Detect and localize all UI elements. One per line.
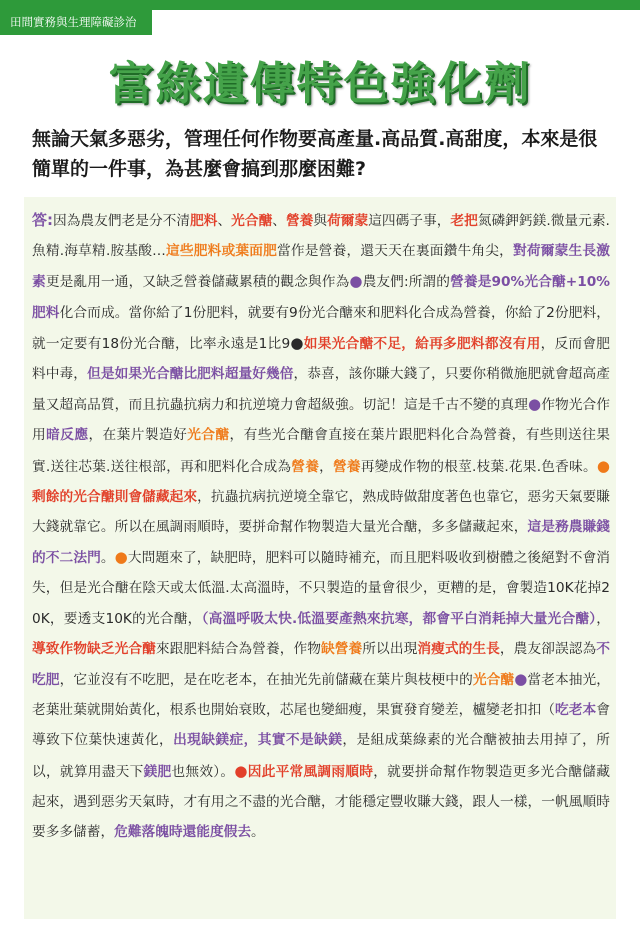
highlight-purple: 對荷爾蒙生長激素: [32, 243, 610, 291]
answer-text: ，抗蟲抗病抗逆境全靠它，熟成時做甜度著色也靠它，惡劣天氣要賺大錢就靠它。所以在風調雨順時，要拼命幫作物製造大量光合醣，多多儲藏起來，: [32, 488, 610, 536]
highlight-orange: 缺營養: [321, 640, 363, 657]
highlight-orange: 營養: [333, 458, 361, 475]
answer-text: 這四碼子事，: [368, 213, 451, 229]
highlight-orange: 光合醣: [472, 672, 515, 689]
bullet-dot: ●: [349, 272, 363, 291]
highlight-orange: 這些肥料或葉面肥: [165, 243, 278, 260]
highlight-purple: 吃老本: [554, 702, 597, 719]
highlight-red: 如果光合醣不足，給再多肥料都沒有用: [303, 335, 541, 352]
answer-text: ，農友卻誤認為: [499, 640, 597, 657]
highlight-red: 消瘦式的生長: [417, 640, 500, 657]
highlight-red: 荷爾蒙: [327, 213, 369, 229]
answer-text: 來跟肥料結合為營養，作物: [155, 640, 321, 657]
answer-text: ，在葉片製造好: [88, 427, 188, 444]
highlight-purple: 營養是90%光合醣+10%肥料: [32, 274, 610, 321]
bullet-dot: ●: [596, 456, 610, 475]
highlight-purple: 暗反應: [46, 427, 89, 444]
bullet-dot: ●: [528, 395, 542, 414]
highlight-red: 肥料: [190, 213, 218, 229]
answer-text: ，是組成葉綠素的光合醣被抽去用掉了，所以，就算用盡天下: [32, 732, 610, 780]
answer-text: 氮磷鉀鈣鎂.微量元素.魚精.海草精.胺基酸…: [32, 213, 610, 260]
answer-text: 再變成作物的根莖.枝葉.花果.色香味。: [360, 458, 597, 475]
answer-text: 化合而成。當你給了1份肥料，就要有9份光合醣來和肥料化合成為營養，你給了2份肥料，就一定要有18份光合醣，比率永遠是1比9: [32, 304, 610, 352]
answer-text: 。: [100, 550, 115, 567]
answer-text: 所以出現: [362, 640, 418, 657]
answer-text: ，: [596, 610, 610, 627]
answer-text: ，反而會肥料中毒，: [32, 335, 610, 383]
highlight-purple: 但是如果光合醣比肥料超量好幾倍: [87, 366, 294, 383]
answer-text: 與: [313, 213, 328, 229]
highlight-purple: 這是務農賺錢的不二法門: [32, 519, 610, 567]
answer-text: 當老本抽光，老葉壯葉就開始黃化，根系也開始衰敗，芯尾也變細瘦，果實發育變差，櫨變老扣扣（: [32, 672, 610, 719]
answer-text: 作物光合作用: [32, 397, 610, 444]
answer-text: 、: [272, 213, 286, 229]
highlight-orange: 光合醣: [187, 427, 230, 444]
highlight-red: 導致作物缺乏光合醣: [32, 640, 156, 657]
answer-text: ，就要拼命幫作物製造更多光合醣儲藏起來，遇到惡劣天氣時，才有用之不盡的光合醣，才能穩定豐收賺大錢，跟人一樣，一帆風順時要多多儲蓄，: [32, 763, 610, 841]
bullet-dot: ●: [234, 761, 248, 780]
answer-text: 也無效）。: [171, 763, 235, 780]
highlight-purple: 出現缺鎂症，其實不是缺鎂: [173, 732, 343, 749]
highlight-red: 因此平常風調雨順時: [247, 763, 374, 780]
question-text: 無論天氣多惡劣，管理任何作物要高產量.高品質.高甜度，本來是很簡單的一件事，為甚麼會搞到那麼困難?: [32, 128, 598, 180]
highlight-purple: 不吃肥: [32, 640, 610, 689]
top-green-bar: [0, 0, 640, 10]
article-title: 富綠遺傳特色強化劑: [108, 57, 532, 110]
highlight-purple: 危難落魄時還能度假去: [114, 824, 252, 841]
highlight-red: 營養: [285, 213, 314, 229]
bullet-dot: ●: [290, 333, 304, 352]
answer-text: ，有些光合醣會直接在葉片跟肥料化合為營養，有些則送往果實.送往芯葉.送往根部，再和肥料化合成為: [32, 427, 610, 475]
highlight-purple: （高溫呼吸太快.低溫要產熱來抗寒，都會平白消耗掉大量光合醣）: [201, 610, 597, 627]
answer-text: 大問題來了，缺肥時，肥料可以隨時補充，而且肥料吸收到樹體之後絕對不會消失，但是光合醣在陰天或太低溫.太高溫時，不只製造的量會很少，更糟的是，會製造10K花掉20K，要透支10K的光合醣，: [32, 550, 610, 627]
bullet-dot: ●: [114, 548, 128, 567]
highlight-purple: 鎂肥: [143, 763, 172, 780]
answer-text: 會導致下位葉快速黃化，: [32, 702, 610, 749]
answer-text: 當作是營養，還天天在裏面鑽牛角尖，: [277, 243, 513, 260]
answer-label: 答:: [32, 211, 54, 229]
highlight-red: 老把: [450, 213, 478, 229]
highlight-orange: 營養: [291, 458, 320, 475]
answer-body: [32, 205, 610, 847]
bullet-dot: ●: [514, 670, 528, 689]
section-tag: 田間實務與生理障礙診治: [0, 10, 152, 35]
answer-text: ，: [319, 458, 333, 475]
answer-text: 農友們:所謂的: [362, 274, 451, 291]
highlight-red: 剩餘的光合醣則會儲藏起來: [32, 488, 198, 505]
answer-text: 。: [251, 824, 265, 841]
answer-text: 、: [217, 213, 232, 229]
answer-text: 因為農友們老是分不清: [53, 213, 191, 229]
answer-text: ，恭喜，該你賺大錢了，只要你稍微施肥就會超高產量又超高品質，而且抗蟲抗病力和抗逆境力會超級強。切記！這是千古不變的真理: [32, 366, 610, 414]
answer-text: ，它並沒有不吃肥，是在吃老本，在抽光先前儲藏在葉片與枝梗中的: [59, 672, 473, 689]
answer-text: 更是亂用一通，又缺乏營養儲藏累積的觀念與作為: [45, 274, 350, 291]
answer-panel: [24, 197, 616, 919]
highlight-red: 光合醣: [231, 213, 273, 229]
